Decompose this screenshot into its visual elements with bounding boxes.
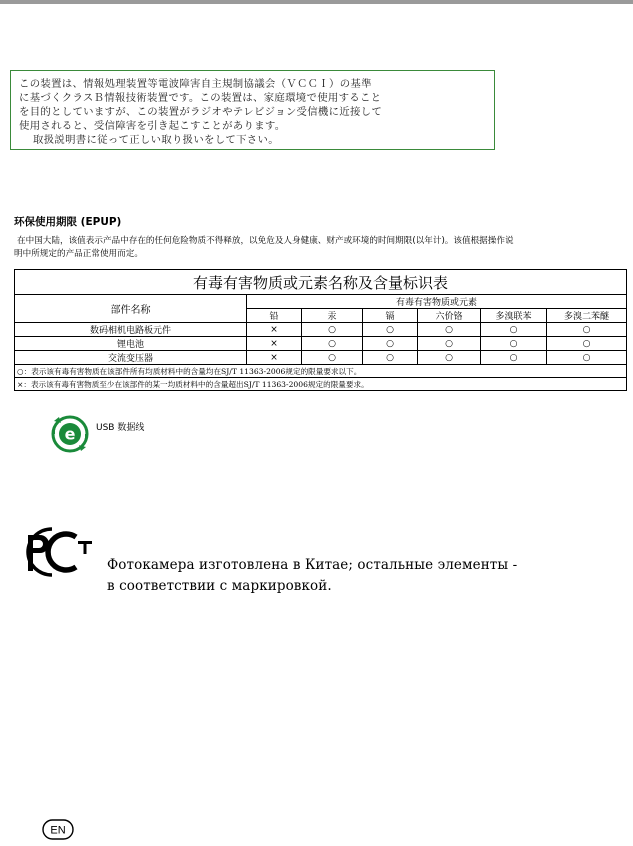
vcci-line: この装置は、情報処理装置等電波障害自主規制協議会（ＶＣＣＩ）の基準 [19, 78, 372, 90]
vcci-line: 取扱説明書に従って正しい取り扱いをして下さい。 [33, 134, 279, 146]
table-cell: ○ [302, 323, 363, 337]
rostest-mark-icon [8, 521, 100, 583]
substance-group-header: 有毒有害物质或元素 [247, 295, 627, 309]
epup-paragraph [14, 235, 624, 261]
table-cell: ○ [302, 337, 363, 351]
usb-cable-label: USB 数据线 [96, 423, 145, 433]
part-name-header: 部件名称 [15, 295, 247, 323]
table-cell: ○ [481, 351, 547, 365]
table-note: ○：表示该有毒有害物质在该部件所有均质材料中的含量均在SJ/T 11363-2006规定的限量要求以下。 [15, 365, 627, 378]
russia-line: в соответствии с маркировкой. [107, 578, 332, 594]
table-row [15, 337, 627, 351]
table-note: ×：表示该有毒有害物质至少在该部件的某一均质材料中的含量超出SJ/T 11363-2006规定的限量要求。 [15, 378, 627, 391]
vcci-line: に基づくクラスＢ情報技術装置です。この装置は、家庭環境で使用すること [19, 92, 382, 104]
table-cell: ○ [547, 351, 627, 365]
column-header: 多溴联苯 [481, 309, 547, 323]
table-row [15, 351, 627, 365]
table-cell: ○ [418, 351, 481, 365]
table-cell: × [247, 337, 302, 351]
language-badge-text: EN [50, 824, 66, 837]
column-header: 六价铬 [418, 309, 481, 323]
language-badge-icon [42, 819, 74, 840]
column-header: 镉 [363, 309, 418, 323]
epup-section [14, 214, 624, 391]
table-cell: ○ [302, 351, 363, 365]
table-cell: × [247, 351, 302, 365]
table-cell: ○ [481, 337, 547, 351]
part-name: 交流变压器 [15, 351, 247, 365]
table-cell: × [247, 323, 302, 337]
column-header: 汞 [302, 309, 363, 323]
epup-para-line: 在中国大陆，该值表示产品中存在的任何危险物质不得释放，以免危及人身健康、财产或环境的时间期限(以年计)。该值根据操作说 [17, 236, 514, 246]
vcci-line: 使用されると、受信障害を引き起こすことがあります。 [19, 120, 286, 132]
table-cell: ○ [547, 337, 627, 351]
table-cell: ○ [363, 351, 418, 365]
russia-line: Фотокамера изготовлена в Китае; остальные элементы - [107, 557, 518, 573]
epup-logo-icon [50, 414, 90, 454]
epup-logo-letter: e [64, 424, 76, 444]
hazardous-substance-table [14, 269, 627, 391]
part-name: 数码相机电路板元件 [15, 323, 247, 337]
table-cell: ○ [418, 323, 481, 337]
table-row [15, 323, 627, 337]
table-cell: ○ [418, 337, 481, 351]
column-header: 铅 [247, 309, 302, 323]
epup-title: 环保使用期限 (EPUP) [14, 216, 122, 228]
column-header: 多溴二苯醚 [547, 309, 627, 323]
epup-para-line: 明中所规定的产品正常使用而定。 [14, 249, 143, 259]
russia-statement [107, 555, 517, 597]
table-caption: 有毒有害物质或元素名称及含量标识表 [15, 270, 627, 295]
table-cell: ○ [547, 323, 627, 337]
table-cell: ○ [481, 323, 547, 337]
table-cell: ○ [363, 323, 418, 337]
top-rule [0, 0, 633, 4]
vcci-notice [10, 70, 495, 150]
part-name: 锂电池 [15, 337, 247, 351]
vcci-line: を目的としていますが、この装置がラジオやテレビジョン受信機に近接して [19, 106, 383, 118]
table-cell: ○ [363, 337, 418, 351]
